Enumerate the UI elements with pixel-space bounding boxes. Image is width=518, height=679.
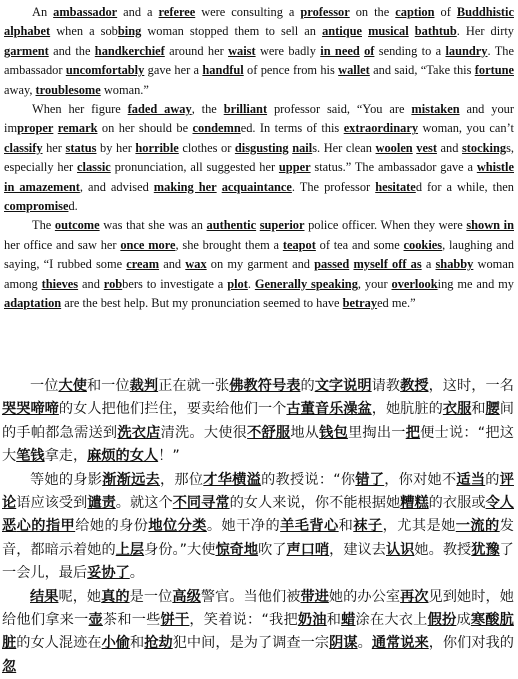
vocab-word: Buddhistic (456, 5, 514, 19)
text-run: woman stopped them to sell an (141, 24, 323, 39)
text-run: sending to a (374, 43, 446, 58)
text-run: . The ambassador (4, 43, 514, 78)
text-run: 间 (499, 401, 514, 418)
text-run: pronunciation seemed to have (191, 296, 343, 311)
vocab-word: of (364, 43, 375, 58)
text-run: 呢，她 (58, 588, 102, 605)
vocab-word: 令人恶 (2, 495, 514, 535)
text-run: 的手帕都急需送到 (2, 424, 118, 441)
vocab-word: adaptation (4, 296, 62, 311)
vocab-word: acquaintance (221, 179, 292, 194)
vocab-word: classify (4, 140, 43, 155)
vocab-word: professor (300, 5, 350, 19)
text-run: 和 (326, 612, 342, 629)
text-run: your im (4, 102, 514, 136)
vocab-word: ambassador (53, 5, 118, 19)
text-run: 给她的身份 (75, 518, 149, 535)
vocab-word: 声口哨 (286, 541, 330, 558)
vocab-word: wallet (338, 63, 370, 78)
text-run: ，这时，一名 (428, 378, 514, 394)
text-run: The (32, 218, 55, 233)
text-run: 她的办公室 (328, 588, 401, 605)
vocab-word: uncomfortably (65, 63, 145, 78)
vocab-word: 谴责 (87, 495, 116, 512)
vocab-word: 一流的 (455, 518, 500, 535)
text-run: 犯中间，是为了调查一宗 (172, 635, 330, 652)
text-run: ed. In terms of this (240, 121, 344, 136)
vocab-word: 再次 (400, 588, 429, 605)
vocab-word: betray (342, 296, 378, 311)
text-run: were consulting a (195, 5, 301, 19)
text-run: ，建议去 (329, 541, 386, 558)
vocab-word: 把 (405, 424, 421, 441)
vocab-word: 结果 (30, 588, 59, 605)
vocab-word: 哭哭啼啼 (2, 401, 59, 418)
text-run: ，她肮脏的 (371, 401, 443, 418)
text-run: a (421, 257, 436, 272)
vocab-word: condemn (192, 121, 241, 136)
vocab-word: 壶 (88, 612, 103, 629)
vocab-word: 大使 (58, 378, 87, 394)
text-run: , and advised (79, 179, 154, 194)
text-run: 的衣服或 (428, 495, 486, 512)
text-run: 发音， (2, 518, 514, 558)
vocab-word: myself off as (353, 257, 422, 272)
vocab-word: status (65, 140, 97, 155)
vocab-word: in amazement (4, 179, 80, 194)
vocab-word: 饼干 (160, 612, 190, 629)
vocab-word: compromise (4, 199, 69, 214)
vocab-word: 不舒服 (247, 424, 291, 441)
text-run: and a (117, 5, 159, 19)
vocab-word: mistaken (411, 102, 460, 117)
text-run: ，你对她不 (384, 471, 457, 488)
text-run: 和一位 (86, 378, 130, 394)
vocab-word: 心的指甲 (16, 518, 76, 535)
text-run: s, especially her (4, 140, 514, 175)
text-run: , laughing and saying, “I rubbed some (4, 237, 514, 272)
vocab-word: 蜡 (341, 612, 356, 629)
text-run: d for a while, then (415, 179, 514, 194)
vocab-word: 洗衣店 (117, 424, 161, 441)
vocab-word: troublesome (35, 82, 101, 97)
text-run: 身份。”大使 (144, 541, 216, 558)
text-run: were badly (255, 43, 321, 58)
vocab-word: remark (57, 121, 98, 136)
vocab-word: laundry (445, 43, 488, 58)
text-run: bers to investigate a (122, 276, 228, 291)
text-run: around her (164, 43, 229, 58)
vocab-word: wax (185, 257, 207, 272)
text-run: of pence (243, 63, 293, 78)
vocab-word: garment (4, 43, 49, 58)
vocab-word: in need (320, 43, 360, 58)
vocab-word: 错了 (355, 471, 385, 488)
vocab-word: waist (228, 43, 256, 58)
text-run: , the (191, 102, 224, 117)
text-run: 茶和一些 (102, 612, 161, 629)
text-run: 便士说：“把这大 (2, 424, 514, 465)
text-run: woman.” (100, 82, 149, 97)
vocab-word: 裁判 (129, 378, 159, 394)
chinese-translation (2, 375, 514, 679)
vocab-word: brilliant (223, 102, 268, 117)
text-run: away, (4, 82, 36, 97)
vocab-word: making her (153, 179, 217, 194)
vocab-word: 衣服 (442, 401, 472, 418)
text-run: 儿，最后 (30, 565, 88, 582)
vocab-word: shown in (466, 218, 514, 233)
text-run: 地从 (290, 424, 320, 441)
vocab-word: 才华横溢 (203, 471, 262, 488)
text-run: and said, “Take this (369, 63, 475, 78)
text-run: professor said, “You are (267, 102, 412, 117)
english-paragraph (4, 3, 514, 100)
vocab-word: shabby (435, 257, 474, 272)
vocab-word: 奶油 (297, 612, 327, 629)
vocab-word: thieves (41, 276, 79, 291)
text-run: on her should be (97, 121, 193, 136)
text-run: When her figure (32, 102, 128, 117)
text-run: 警官。当他们被 (200, 588, 301, 605)
vocab-word: Generally speaking (254, 276, 358, 291)
text-run: her (42, 140, 66, 155)
text-run: clothes or (178, 140, 235, 155)
vocab-word: 通常说来 (371, 635, 429, 652)
vocab-word: faded away (127, 102, 192, 117)
text-run: . The professor (291, 179, 376, 194)
english-text (4, 3, 514, 314)
vocab-word: classic (77, 160, 111, 175)
text-run: police officer. When they were (304, 218, 467, 233)
vocab-word: 笔钱 (16, 448, 45, 465)
vocab-word: 犹豫 (471, 541, 500, 558)
text-run: s. Her (312, 140, 346, 155)
text-run: 里掏出一 (348, 424, 406, 441)
text-run: 都暗示着她的 (30, 541, 116, 558)
text-run: 的 (485, 471, 500, 488)
text-run: 给他们拿来一 (2, 612, 89, 629)
text-run: woman among (4, 257, 515, 291)
vocab-word: 寒酸 (470, 612, 500, 629)
text-run: pronunciation, all suggested her (110, 160, 279, 175)
text-run: 的女人来说，你不能根据她 (229, 495, 401, 512)
vocab-word: overlook (391, 276, 438, 291)
chinese-paragraph (2, 469, 514, 586)
text-run: 的 (300, 378, 315, 394)
vocab-word: stocking (461, 140, 507, 155)
text-run: d. (68, 199, 78, 214)
vocab-word: 袜子 (353, 518, 383, 535)
text-run: 等她的身影 (30, 471, 103, 488)
vocab-word: proper (17, 121, 54, 136)
text-run: 成 (456, 612, 471, 629)
vocab-word: caption (395, 5, 435, 19)
text-run: 。 (357, 635, 372, 652)
text-run: and (159, 257, 186, 272)
vocab-word: 惊奇地 (215, 541, 259, 558)
text-run: 和 (471, 401, 486, 418)
text-run: by her (96, 140, 136, 155)
vocab-word: outcome (54, 218, 100, 233)
text-run: on the (349, 5, 396, 19)
vocab-word: alphabet (4, 24, 51, 39)
vocab-word: horrible (135, 140, 179, 155)
vocab-word: 佛教符号表 (229, 378, 301, 394)
vocab-word: authentic (206, 218, 257, 233)
text-run: 吹了 (258, 541, 287, 558)
vocab-word: antique (322, 24, 362, 39)
text-run: 她。教授 (414, 541, 472, 558)
vocab-word: bing (117, 24, 142, 39)
vocab-word: handful (202, 63, 244, 78)
vocab-word: 忽 (2, 658, 17, 675)
vocab-word: 地位分类 (148, 518, 207, 535)
text-run: ，你们对我的 (428, 635, 514, 652)
vocab-word: 教授 (400, 378, 429, 394)
vocab-word: whistle (476, 160, 514, 175)
vocab-word: 妥协了 (87, 565, 130, 582)
vocab-word: plot (227, 276, 248, 291)
vocab-word: 腰 (485, 401, 500, 418)
vocab-word: upper (278, 160, 311, 175)
text-run: and (436, 140, 462, 155)
text-run: 。 (129, 565, 144, 582)
vocab-word: 适当 (456, 471, 486, 488)
vocab-word: 渐渐远去 (102, 471, 160, 488)
text-run: of tea and some (315, 237, 404, 252)
text-run: ！” (158, 448, 180, 465)
text-run: was that she was an (99, 218, 207, 233)
text-run: 。她干净的 (206, 518, 281, 535)
text-run: , she brought them a (175, 237, 283, 252)
vocab-word: 羊毛背心 (280, 518, 339, 535)
text-run: 的女人把他们拦住，要卖给他们一个 (58, 401, 287, 418)
vocab-word: 评论 (2, 471, 514, 512)
vocab-word: cream (126, 257, 160, 272)
vocab-word: 钱包 (319, 424, 349, 441)
text-run: and (78, 276, 104, 291)
text-run: ed me.” (377, 296, 416, 311)
text-run: her office and saw her (4, 237, 121, 252)
vocab-word: handkerchief (94, 43, 165, 58)
vocab-word: once more (120, 237, 176, 252)
text-run: 语应该受到 (16, 495, 88, 512)
vocab-word: nail (292, 140, 313, 155)
text-run: on my garment and (206, 257, 315, 272)
vocab-word: cookies (403, 237, 443, 252)
vocab-word: 古董音乐澡盆 (286, 401, 372, 418)
text-run: An (32, 5, 54, 19)
text-run: ing me and my (437, 276, 514, 291)
text-run: 请教 (371, 378, 401, 394)
vocab-word: fortune (474, 63, 514, 78)
chinese-paragraph (2, 586, 514, 679)
english-paragraph (4, 216, 514, 313)
vocab-word: woolen (375, 140, 413, 155)
text-run: 的教授说：“你 (261, 471, 356, 488)
vocab-word: teapot (282, 237, 316, 252)
text-run: and the (48, 43, 95, 58)
vocab-word: 肮脏 (2, 612, 514, 652)
text-run: 是一位 (129, 588, 173, 605)
text-run: of (434, 5, 457, 19)
text-run: 清洗。大使很 (160, 424, 248, 441)
text-run: when a sob (50, 24, 118, 39)
text-run: 涂在大衣上 (355, 612, 428, 629)
vocab-word: hesitate (375, 179, 416, 194)
vocab-word: 抢劫 (144, 635, 173, 652)
vocab-word: passed (314, 257, 350, 272)
vocab-word: 糟糕 (400, 495, 429, 512)
text-run: 拿走， (44, 448, 88, 465)
vocab-word: 阴谋 (329, 635, 358, 652)
vocab-word: 真的 (101, 588, 130, 605)
text-run: and (459, 102, 492, 117)
text-run: 和 (130, 635, 145, 652)
vocab-word: musical (368, 24, 409, 39)
vocab-word: 小偷 (101, 635, 131, 652)
vocab-word: bathtub (414, 24, 457, 39)
text-run: ，那位 (159, 471, 204, 488)
text-run: 和 (338, 518, 354, 535)
vocab-word: 不同寻常 (172, 495, 230, 512)
vocab-word: 文字说明 (314, 378, 372, 394)
vocab-word: 麻烦的女人 (87, 448, 159, 465)
text-run: 的女人混迹在 (16, 635, 102, 652)
vocab-word: superior (259, 218, 305, 233)
vocab-word: 高级 (172, 588, 201, 605)
vocab-word: 认识 (385, 541, 415, 558)
text-run: ，尤其是她 (382, 518, 456, 535)
text-run: . (247, 276, 255, 291)
text-run: are the best help. But my (61, 296, 192, 311)
vocab-word: rob (103, 276, 123, 291)
text-run: 见到她时，她 (428, 588, 514, 605)
text-run: from his (292, 63, 339, 78)
text-run: 一位 (30, 378, 59, 394)
text-run: gave her a (144, 63, 203, 78)
vocab-word: 假扮 (427, 612, 457, 629)
english-paragraph (4, 100, 514, 216)
text-run: ，笑着说：“我把 (189, 612, 298, 629)
text-run: . Her dirty (456, 24, 514, 39)
text-run: , your (357, 276, 392, 291)
text-run: woman, you can’t (422, 121, 514, 136)
text-run: 了一会 (2, 541, 514, 582)
text-run: clean (345, 140, 376, 155)
vocab-word: 带进 (300, 588, 329, 605)
vocab-word: 上层 (115, 541, 145, 558)
text-run: 正在就一张 (158, 378, 230, 394)
vocab-word: referee (158, 5, 196, 19)
chinese-paragraph (2, 375, 514, 469)
text-run: 。就这个 (115, 495, 173, 512)
vocab-word: disgusting (234, 140, 289, 155)
vocab-word: vest (416, 140, 437, 155)
text-run: status.” The ambassador gave a (310, 160, 477, 175)
vocab-word: extraordinary (343, 121, 419, 136)
